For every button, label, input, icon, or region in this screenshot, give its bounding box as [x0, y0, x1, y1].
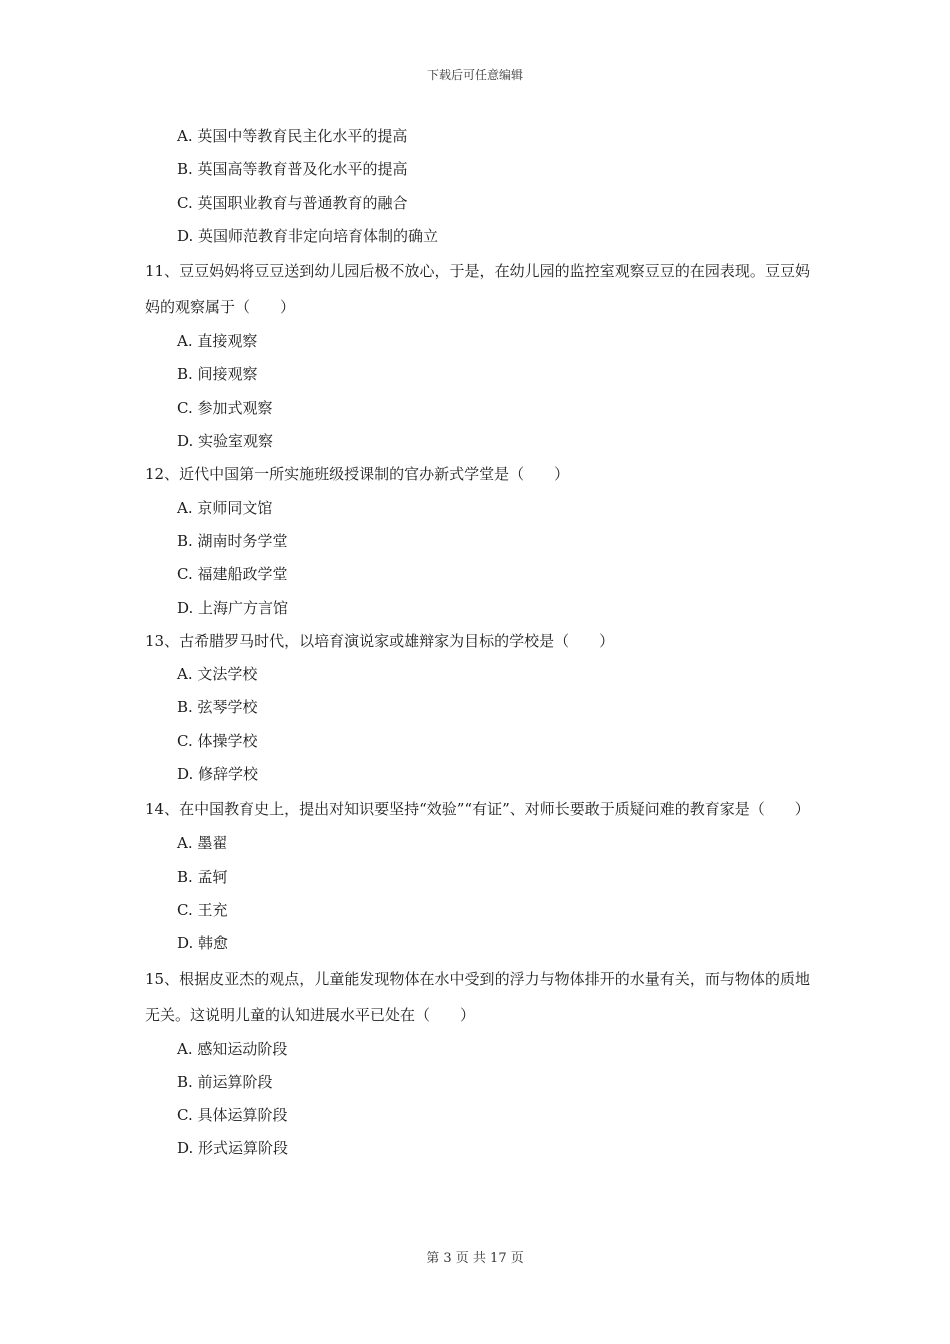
question-13 [145, 625, 810, 791]
question-12 [145, 458, 810, 624]
option-c: C. 福建船政学堂 [177, 565, 288, 584]
question-15 [145, 961, 810, 1166]
page-footer: 第 3 页 共 17 页 [426, 1251, 524, 1266]
option-b: B. 间接观察 [177, 365, 258, 384]
option-c: C. 英国职业教育与普通教育的融合 [177, 193, 408, 212]
option-a: A. 文法学校 [177, 665, 258, 684]
option-d: D. 形式运算阶段 [177, 1139, 289, 1158]
option-b: B. 前运算阶段 [177, 1072, 273, 1091]
document-body [145, 120, 810, 1166]
option-a: A. 感知运动阶段 [177, 1039, 288, 1058]
option-a: A. 京师同文馆 [177, 498, 273, 517]
option-c: C. 体操学校 [177, 731, 258, 750]
option-d: D. 修辞学校 [177, 765, 259, 784]
option-b: B. 湖南时务学堂 [177, 531, 288, 550]
question-text: 12、近代中国第一所实施班级授课制的官办新式学堂是（ ） [145, 465, 570, 484]
option-d: D. 英国师范教育非定向培育体制的确立 [177, 226, 439, 245]
option-c: C. 具体运算阶段 [177, 1106, 288, 1125]
option-c: C. 参加式观察 [177, 398, 273, 417]
option-c: C. 王充 [177, 900, 228, 919]
question-text: 11、豆豆妈妈将豆豆送到幼儿园后极不放心，于是，在幼儿园的监控室观察豆豆的在园表现。豆豆妈妈的观察属于（ ） [145, 262, 810, 317]
question-11 [145, 253, 810, 458]
option-a: A. 英国中等教育民主化水平的提高 [177, 127, 408, 145]
option-b: B. 弦琴学校 [177, 698, 258, 717]
leading-option-list [145, 120, 810, 253]
option-d: D. 实验室观察 [177, 432, 274, 451]
question-text: 13、古希腊罗马时代，以培育演说家或雄辩家为目标的学校是（ ） [145, 631, 615, 650]
option-b: B. 英国高等教育普及化水平的提高 [177, 160, 408, 179]
option-b: B. 孟轲 [177, 867, 228, 886]
option-d: D. 韩愈 [177, 934, 229, 953]
page-header: 下载后可任意编辑 [426, 68, 523, 82]
question-text: 14、在中国教育史上，提出对知识要坚持“效验”“有证”、对师长要敢于质疑问难的教育家是（ ） [145, 800, 810, 819]
option-d: D. 上海广方言馆 [177, 598, 289, 617]
option-a: A. 墨翟 [177, 834, 228, 853]
question-14 [145, 791, 810, 960]
option-a: A. 直接观察 [177, 332, 258, 351]
question-text: 15、根据皮亚杰的观点，儿童能发现物体在水中受到的浮力与物体排开的水量有关，而与物体的质地无关。这说明儿童的认知进展水平已处在（ ） [145, 969, 810, 1024]
